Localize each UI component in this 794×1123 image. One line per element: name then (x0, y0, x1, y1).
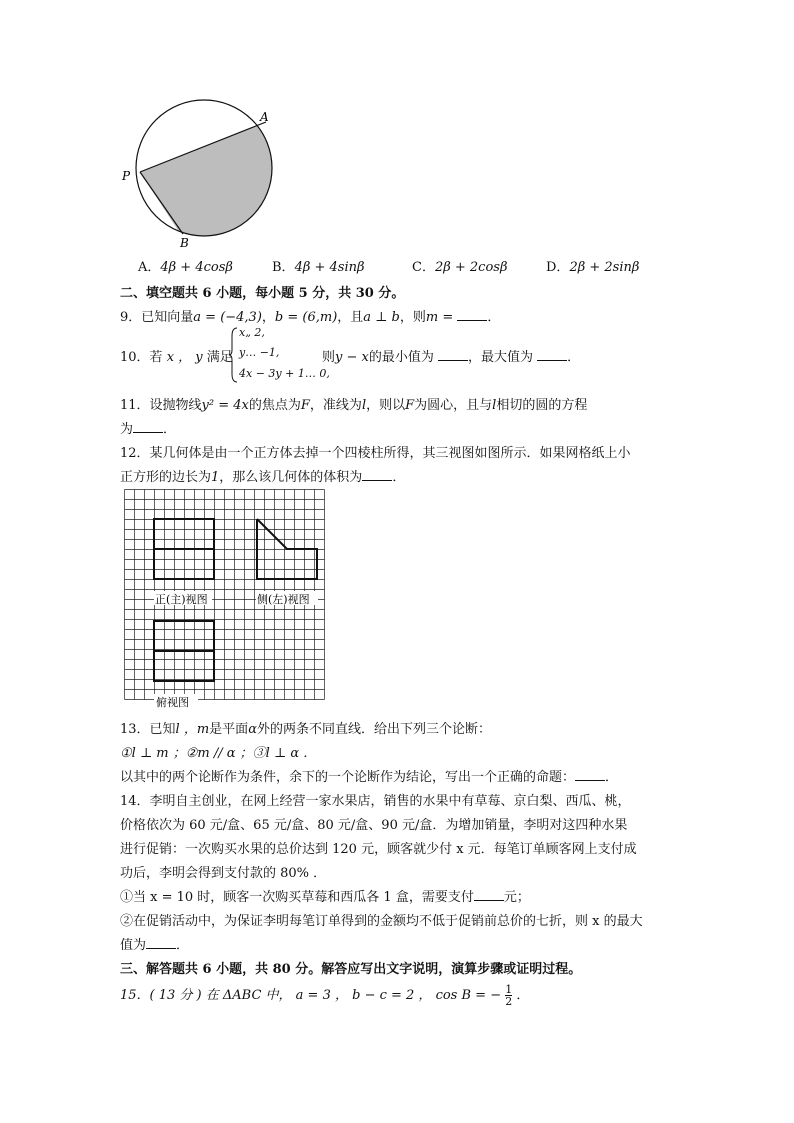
option-expr: 2β + 2sinβ (569, 260, 640, 275)
question-9: 9．已知向量a = (−4,3)，b = (6,m)，且a ⊥ b，则m = ． (120, 310, 501, 325)
option-A[interactable] (138, 256, 233, 275)
fraction: $\frac{1}{2}$ (505, 983, 513, 1008)
side-view-shape (257, 519, 317, 579)
label-A: A (260, 110, 269, 124)
system-brace (229, 326, 239, 384)
option-expr: 4β + 4cosβ (160, 260, 233, 275)
answer-blank-max[interactable] (537, 348, 567, 361)
option-letter: D． (546, 260, 570, 275)
shaded-region (140, 122, 278, 242)
answer-blank[interactable] (133, 420, 163, 433)
system-line-1: x„ 2, (239, 326, 265, 339)
section2-heading: 二、填空题共 6 小题，每小题 5 分，共 30 分。 (120, 286, 405, 301)
question-14-line3: 进行促销：一次购买水果的总价达到 120 元，顾客就少付 x 元．每笔订单顾客网上支付成 (120, 842, 637, 857)
answer-blank[interactable] (146, 936, 176, 949)
front-view-shape (154, 519, 214, 579)
side-view-label: 侧(左)视图 (257, 593, 310, 606)
answer-blank[interactable] (575, 768, 605, 781)
question-11-line2: 为 ． (120, 422, 177, 437)
front-view-label: 正(主)视图 (155, 593, 208, 606)
top-view-shape (154, 621, 214, 681)
label-B: B (180, 236, 189, 250)
option-expr: 2β + 2cosβ (434, 260, 508, 275)
section3-heading: 三、解答题共 6 小题，共 80 分。解答应写出文字说明，演算步骤或证明过程。 (120, 962, 582, 977)
vector-b: b = (6,m) (274, 310, 338, 325)
top-view-label: 俯视图 (156, 696, 189, 709)
question-14-part1: ①当 x = 10 时，顾客一次购买草莓和西瓜各 1 盒，需要支付 元； (120, 890, 530, 905)
label-P: P (122, 169, 131, 183)
circle-figure (118, 92, 288, 252)
question-14-line1: 14．李明自主创业，在网上经营一家水果店，销售的水果中有草莓、京白梨、西瓜、桃， (120, 794, 631, 809)
system-line-3: 4x − 3y + 1… 0, (239, 367, 330, 380)
vector-a: a = (−4,3) (193, 310, 262, 325)
question-12-line2: 正方形的边长为1，那么该几何体的体积为 ． (120, 470, 406, 485)
question-11-line1: 11．设抛物线y² = 4x的焦点为F，准线为l，则以F为圆心，且与l相切的圆的方程 (120, 398, 588, 413)
option-C[interactable] (412, 256, 507, 275)
option-letter: A． (138, 260, 161, 275)
question-10-rest: 则y − x的最小值为 ，最大值为 ． (322, 350, 581, 365)
question-14-line2: 价格依次为 60 元/盒、65 元/盒、80 元/盒、90 元/盒．为增加销量，李明对这四种水果 (120, 818, 628, 833)
option-D[interactable] (546, 256, 639, 275)
question-13-line1: 13．已知l ，m是平面α外的两条不同直线．给出下列三个论断： (120, 722, 491, 737)
question-13-line2: ①l ⊥ m ；②m // α ；③l ⊥ α ． (120, 746, 317, 761)
question-14-part2-line1: ②在促销活动中，为保证李明每笔订单得到的金额均不低于促销前总价的七折，则 x 的最大 (120, 914, 643, 929)
answer-blank-min[interactable] (438, 348, 468, 361)
question-15: 15．( 13 分 ) 在 ΔABC 中， a = 3 ， b − c = 2 ， cos B = − $\frac{1}{2}$ ． (120, 983, 530, 1008)
question-10-prefix: 10．若 x ， y 满足 (120, 350, 233, 365)
question-14-part2-line2: 值为 ． (120, 938, 190, 953)
option-letter: C． (412, 260, 435, 275)
question-12-line1: 12．某几何体是由一个正方体去掉一个四棱柱所得，其三视图如图所示．如果网格纸上小 (120, 446, 631, 461)
question-14-line4: 功后，李明会得到支付款的 80% ． (120, 866, 327, 881)
system-line-2: y… −1, (239, 346, 280, 359)
option-B[interactable] (272, 256, 365, 275)
answer-blank[interactable] (474, 888, 504, 901)
answer-blank[interactable] (457, 308, 487, 321)
option-expr: 4β + 4sinβ (294, 260, 365, 275)
answer-blank[interactable] (362, 468, 392, 481)
perp-condition: a ⊥ b (363, 310, 400, 325)
three-view-grid (124, 489, 332, 711)
option-letter: B． (272, 260, 295, 275)
question-13-line3: 以其中的两个论断作为条件，余下的一个论断作为结论，写出一个正确的命题： ． (120, 770, 619, 785)
